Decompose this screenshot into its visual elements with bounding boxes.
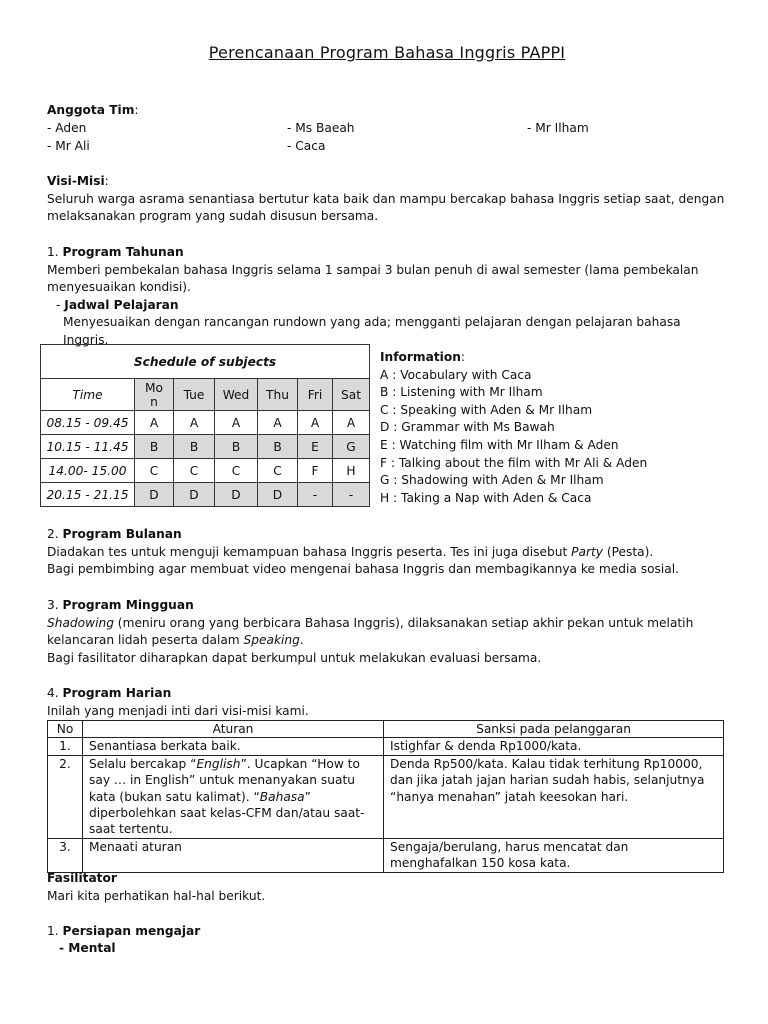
day-header: Tue bbox=[174, 379, 215, 411]
fasilitator-section bbox=[47, 870, 727, 958]
time-header: Time bbox=[41, 379, 135, 411]
rule-text-part: ”. Ucapkan “How to say … in English” untuk menanyakan suatu kata (bukan satu kalimat). “ bbox=[89, 756, 360, 804]
schedule-cell: A bbox=[333, 411, 370, 435]
sanction-text: Istighfar & denda Rp1000/kata. bbox=[384, 738, 724, 755]
legend-item: A : Vocabulary with Caca bbox=[380, 367, 532, 382]
day-header: Wed bbox=[215, 379, 258, 411]
program-bulanan-line2: Bagi pembimbing agar membuat video mengenai bahasa Inggris dan membagikannya ke media sosial. bbox=[47, 562, 679, 577]
schedule-cell: D bbox=[258, 483, 298, 507]
jadwal-text: Menyesuaikan dengan rancangan rundown yang ada; mengganti pelajaran dengan pelajaran bahasa Inggris. bbox=[63, 315, 681, 347]
schedule-cell: F bbox=[298, 459, 333, 483]
rule-text-part: ” diperbolehkan saat kelas-CFM dan/atau saat-saat tertentu. bbox=[89, 789, 365, 837]
day-header: Sat bbox=[333, 379, 370, 411]
program-mingguan-heading: Program Mingguan bbox=[62, 598, 194, 612]
program-bulanan-text: Diadakan tes untuk menguji kemampuan bahasa Inggris peserta. Tes ini juga disebut bbox=[47, 544, 572, 559]
fasilitator-heading: Fasilitator bbox=[47, 871, 117, 885]
rule-number: 1. bbox=[48, 738, 83, 755]
schedule-cell: B bbox=[258, 435, 298, 459]
team-section: Anggota Tim: - Aden - Ms Baeah - Mr Ilham - Mr Ali - Caca bbox=[47, 102, 727, 120]
schedule-cell: G bbox=[333, 435, 370, 459]
english-term: English bbox=[196, 756, 241, 771]
legend-item: D : Grammar with Ms Bawah bbox=[380, 420, 555, 435]
rules-header-rule: Aturan bbox=[83, 721, 384, 738]
schedule-cell: D bbox=[215, 483, 258, 507]
legend-item: E : Watching film with Mr Ilham & Aden bbox=[380, 437, 619, 452]
rule-text: Senantiasa berkata baik. bbox=[83, 738, 384, 755]
rule-text: Menaati aturan bbox=[83, 838, 384, 872]
schedule-cell: C bbox=[135, 459, 174, 483]
schedule-cell: - bbox=[333, 483, 370, 507]
schedule-cell: B bbox=[174, 435, 215, 459]
program-mingguan-text-end: . bbox=[299, 633, 304, 648]
document-title: Perencanaan Program Bahasa Inggris PAPPI bbox=[208, 43, 566, 62]
schedule-cell: E bbox=[298, 435, 333, 459]
visi-misi-section: Visi-Misi: Seluruh warga asrama senantiasa bertutur kata baik dan mampu bercakap bahasa Inggris setiap saat, dengan melaksanakan program yang sudah disusun bersama. bbox=[47, 173, 727, 226]
schedule-cell: A bbox=[215, 411, 258, 435]
schedule-cell: - bbox=[298, 483, 333, 507]
schedule-cell: A bbox=[298, 411, 333, 435]
mental-item: - Mental bbox=[59, 941, 116, 956]
sanction-text: Sengaja/berulang, harus mencatat dan menghafalkan 150 kosa kata. bbox=[384, 838, 724, 872]
section-number: 3. bbox=[47, 598, 59, 612]
schedule-cell: C bbox=[215, 459, 258, 483]
shadowing-term: Shadowing bbox=[47, 615, 114, 630]
information-heading: Information bbox=[380, 350, 461, 364]
legend-item: H : Taking a Nap with Aden & Caca bbox=[380, 490, 592, 505]
section-number: 2. bbox=[47, 527, 59, 541]
schedule-table bbox=[40, 344, 370, 507]
sanction-text: Denda Rp500/kata. Kalau tidak terhitung Rp10000, dan jika jatah jajan harian sudah habis, selanjutnya “hanya menahan” jatah keesokan hari. bbox=[384, 755, 724, 838]
schedule-cell: C bbox=[174, 459, 215, 483]
rule-text-part: Selalu bercakap “ bbox=[89, 756, 197, 771]
rules-table bbox=[47, 720, 724, 873]
program-tahunan-heading: Program Tahunan bbox=[62, 245, 184, 259]
fasilitator-text: Mari kita perhatikan hal-hal berikut. bbox=[47, 888, 266, 903]
program-harian-intro: Inilah yang menjadi inti dari visi-misi kami. bbox=[47, 703, 309, 718]
schedule-cell: H bbox=[333, 459, 370, 483]
party-term: Party bbox=[571, 544, 603, 559]
program-bulanan-text-end: (Pesta). bbox=[602, 544, 654, 559]
day-header: Thu bbox=[258, 379, 298, 411]
schedule-cell: A bbox=[258, 411, 298, 435]
schedule-cell: D bbox=[174, 483, 215, 507]
day-header: Mo n bbox=[135, 379, 174, 411]
section-number: 4. bbox=[47, 686, 59, 700]
team-heading: Anggota Tim bbox=[47, 103, 135, 117]
schedule-cell: A bbox=[174, 411, 215, 435]
rules-header-no: No bbox=[48, 721, 83, 738]
program-tahunan-text: Memberi pembekalan bahasa Inggris selama 1 sampai 3 bulan penuh di awal semester (lama pembekalan menyesuaikan kondisi). bbox=[47, 262, 699, 295]
section-number: 1. bbox=[47, 923, 59, 938]
legend-item: F : Talking about the film with Mr Ali & Aden bbox=[380, 455, 648, 470]
team-member: - Ms Baeah bbox=[287, 121, 355, 135]
schedule-cell: B bbox=[215, 435, 258, 459]
schedule-cell: A bbox=[135, 411, 174, 435]
jadwal-heading: Jadwal Pelajaran bbox=[64, 297, 179, 312]
schedule-cell: C bbox=[258, 459, 298, 483]
table-row bbox=[48, 738, 724, 755]
bahasa-term: Bahasa bbox=[259, 789, 305, 804]
legend-item: C : Speaking with Aden & Mr Ilham bbox=[380, 402, 593, 417]
table-row bbox=[48, 838, 724, 872]
time-slot: 10.15 - 11.45 bbox=[41, 435, 135, 459]
speaking-term: Speaking bbox=[243, 633, 300, 648]
section-number: 1. bbox=[47, 245, 59, 259]
program-bulanan-section bbox=[47, 526, 727, 579]
team-member: - Caca bbox=[287, 139, 326, 153]
rule-text bbox=[83, 755, 384, 838]
schedule-caption: Schedule of subjects bbox=[41, 345, 370, 379]
legend-item: B : Listening with Mr Ilham bbox=[380, 385, 543, 400]
program-mingguan-line2: Bagi fasilitator diharapkan dapat berkumpul untuk melakukan evaluasi bersama. bbox=[47, 650, 542, 665]
table-row bbox=[48, 755, 724, 838]
legend-item: G : Shadowing with Aden & Mr Ilham bbox=[380, 473, 604, 488]
team-member: - Aden bbox=[47, 121, 87, 135]
team-member: - Mr Ali bbox=[47, 139, 90, 153]
program-harian-section bbox=[47, 685, 727, 720]
rule-number: 3. bbox=[48, 838, 83, 872]
information-legend: Information: A : Vocabulary with Caca B : Listening with Mr Ilham C : Speaking with Aden & Mr Ilham D : Grammar with Ms Bawah E : Watching film with Mr Ilham & Aden F : Talking about the film with Mr Ali & Aden G : Shadowing with Aden & Mr Ilham H : Taking a Nap with Aden & Caca bbox=[380, 349, 647, 507]
rules-header-sanction: Sanksi pada pelanggaran bbox=[384, 721, 724, 738]
program-mingguan-text: (meniru orang yang berbicara Bahasa Inggris), dilaksanakan setiap akhir pekan untuk melatih kelancaran lidah peserta dalam bbox=[47, 615, 694, 648]
program-tahunan-section: 1. Program Tahunan Memberi pembekalan bahasa Inggris selama 1 sampai 3 bulan penuh di awal semester (lama pembekalan menyesuaikan kondisi). - Jadwal Pelajaran Menyesuaikan dengan rancangan rundown yang ada; mengganti pelajaran dengan pelajaran bahasa Inggris. bbox=[47, 244, 727, 350]
visi-misi-heading: Visi-Misi bbox=[47, 174, 105, 188]
program-mingguan-section bbox=[47, 597, 727, 667]
visi-misi-text: Seluruh warga asrama senantiasa bertutur kata baik dan mampu bercakap bahasa Inggris setiap saat, dengan melaksanakan program yang sudah disusun bersama. bbox=[47, 191, 725, 224]
team-member: - Mr Ilham bbox=[527, 121, 589, 135]
time-slot: 14.00- 15.00 bbox=[41, 459, 135, 483]
program-bulanan-heading: Program Bulanan bbox=[62, 527, 182, 541]
schedule-cell: D bbox=[135, 483, 174, 507]
persiapan-heading: Persiapan mengajar bbox=[62, 923, 201, 938]
program-harian-heading: Program Harian bbox=[62, 686, 172, 700]
time-slot: 08.15 - 09.45 bbox=[41, 411, 135, 435]
time-slot: 20.15 - 21.15 bbox=[41, 483, 135, 507]
day-header: Fri bbox=[298, 379, 333, 411]
schedule-cell: B bbox=[135, 435, 174, 459]
rule-number: 2. bbox=[48, 755, 83, 838]
